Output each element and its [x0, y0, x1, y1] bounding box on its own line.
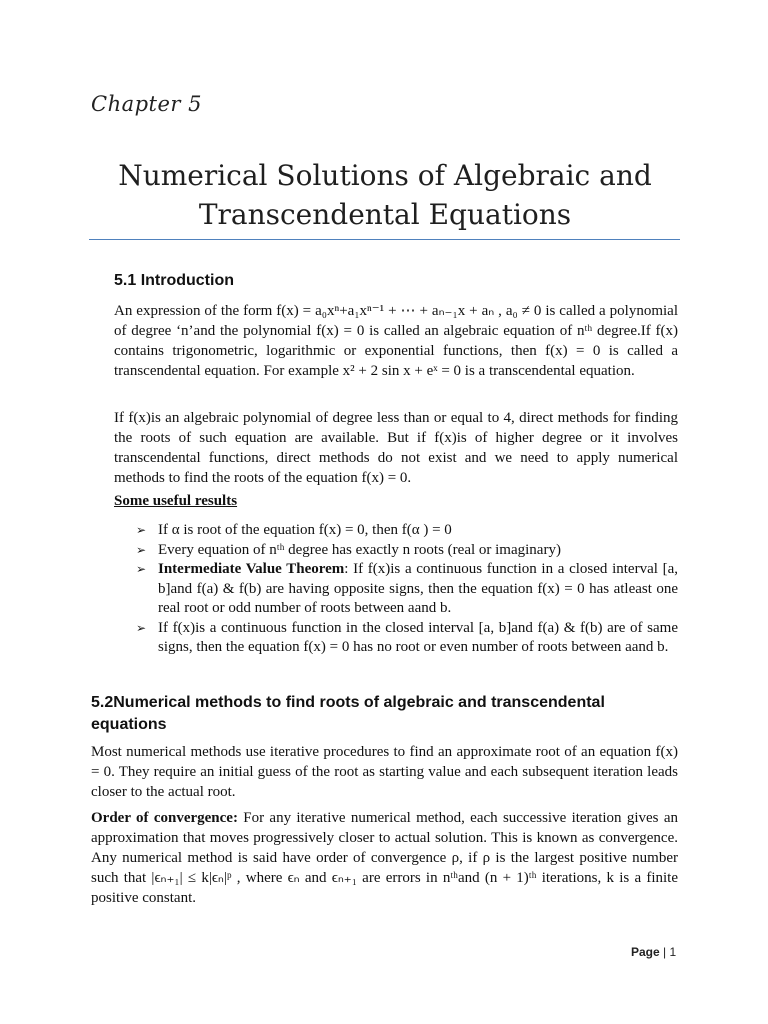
- title-divider: [89, 239, 680, 240]
- list-item: [136, 619, 678, 658]
- useful-results-list: [136, 521, 678, 658]
- paragraph-intro-2: If f(x)is an algebraic polynomial of degree less than or equal to 4, direct methods for finding the roots of such equation are available. But if f(x)is of higher degree or it involves transcendental functions, direct methods do not exist and we need to apply numerical methods to find the roots of the equation f(x) = 0.: [114, 410, 678, 486]
- list-item: [136, 560, 678, 619]
- section-heading-introduction: 5.1 Introduction: [114, 272, 234, 289]
- list-item-text: If f(x)is a continuous function in the closed interval [a, b]and f(a) & f(b) are of same signs, then the equation f(x) = 0 has no root or even number of roots between aand b.: [158, 619, 678, 655]
- useful-results-heading: Some useful results: [114, 493, 238, 509]
- arrow-bullet-icon: ➢: [136, 523, 147, 537]
- title-line-1: Numerical Solutions of Algebraic and: [118, 159, 652, 192]
- page-footer: [631, 945, 676, 959]
- page-title: [90, 156, 680, 234]
- section-heading-numerical-methods: 5.2Numerical methods to find roots of algebraic and transcendental equations: [91, 694, 605, 733]
- arrow-bullet-icon: ➢: [136, 620, 147, 635]
- list-item-text: If α is root of the equation f(x) = 0, then f(α ) = 0: [158, 522, 452, 538]
- list-item: [136, 521, 678, 541]
- footer-separator: |: [659, 945, 670, 959]
- list-item-lead: Intermediate Value Theorem: [158, 561, 345, 577]
- title-line-2: Transcendental Equations: [198, 198, 572, 231]
- list-item-text: : If f(x)is a continuous function in a closed interval [a, b]and f(a) & f(b) are having opposite signs, then the equation f(x) = 0 has atleast one real root or odd number of roots between aand b.: [158, 561, 678, 616]
- paragraph-methods: Most numerical methods use iterative procedures to find an approximate root of an equation f(x) = 0. They require an initial guess of the root as starting value and each subsequent iteration leads closer to the actual root.: [91, 744, 678, 800]
- paragraph-intro-1: An expression of the form f(x) = a₀xⁿ+a₁xⁿ⁻¹ + ⋯ + aₙ₋₁x + aₙ , a₀ ≠ 0 is called a polynomial of degree ‘n’and the polynomial f(x) = 0 is called an algebraic equation of nᵗʰ degree.If f(x) contains trigonometric, logarithmic or exponential functions, then f(x) = 0 is called a transcendental equation. For example x² + 2 sin x + eˣ = 0 is a transcendental equation.: [114, 303, 678, 379]
- arrow-bullet-icon: ➢: [136, 562, 147, 576]
- page-number: 1: [669, 945, 677, 959]
- chapter-label: Chapter 5: [91, 92, 202, 116]
- footer-label: Page: [631, 945, 660, 959]
- convergence-lead: Order of convergence:: [91, 810, 238, 826]
- convergence-text: For any iterative numerical method, each successive iteration gives an approximation that moves progressively closer to actual solution. This is known as convergence. Any numerical method is said have order of convergence ρ, if ρ is the largest positive number such that |ϵₙ₊₁| ≤ k|ϵₙ|ᵖ , where ϵₙ and ϵₙ₊₁ are errors in nᵗʰand (n + 1)ᵗʰ iterations, k is a finite positive constant.: [91, 810, 678, 906]
- list-item: [136, 541, 678, 561]
- list-item-text: Every equation of nᵗʰ degree has exactly n roots (real or imaginary): [158, 541, 561, 558]
- arrow-bullet-icon: ➢: [136, 542, 147, 557]
- paragraph-convergence: [91, 808, 678, 908]
